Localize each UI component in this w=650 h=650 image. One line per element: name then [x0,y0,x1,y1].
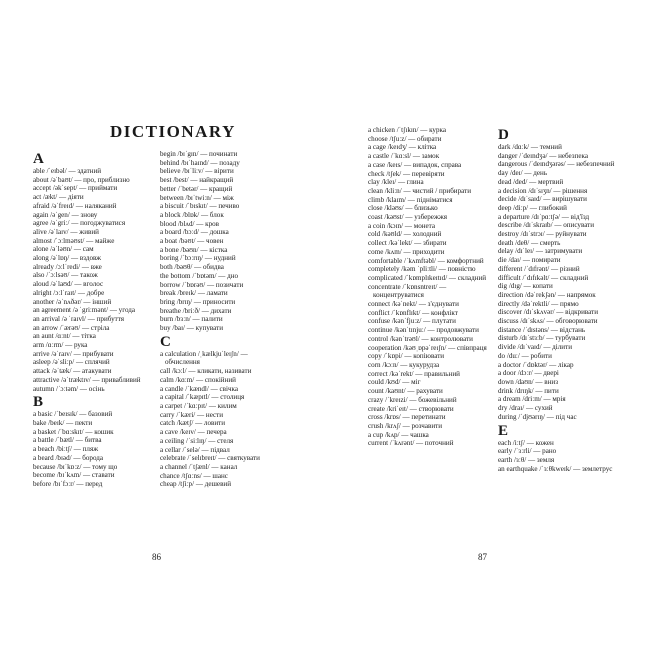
dictionary-entry: about /əˈbaʊt/ — про, приблизно [33,175,130,184]
dictionary-entry: correct /kəˈrekt/ — правильний [368,369,460,378]
dictionary-entry: celebrate /ˈselɪbreɪt/ — святкувати [160,454,260,463]
dictionary-entry: a dream /driːm/ — мрія [498,395,566,404]
dictionary-entry: a candle /ˈkændl/ — свічка [160,384,239,393]
section-letter: E [498,422,509,439]
dictionary-entry: do /duː/ — робити [498,351,552,360]
dictionary-entry: conflict /ˈkɒnflɪkt/ — конфлікт [368,308,458,317]
dictionary-entry: a cage /keɪdʒ/ — клітка [368,143,437,152]
dictionary-entry: decide /dɪˈsaɪd/ — вирішувати [498,195,587,204]
dictionary-entry: a cup /kʌp/ — чашка [368,430,429,439]
dictionary-entry: check /tʃek/ — перевіряти [368,169,445,178]
dictionary-entry: completely /kəm ˈpliːtli/ — повністю [368,265,476,274]
dictionary-entry: cooperation /kəʊˌɒpəˈreɪʃn/ — співпраця [368,343,487,352]
dictionary-entry: a cellar /ˈselə/ — підвал [160,445,230,454]
dictionary-entry: attractive /əˈtræktɪv/ — привабливий [33,375,141,384]
section-letter: B [33,394,44,411]
dictionary-entry: close /kləʊs/ — близько [368,204,438,213]
dictionary-entry: an arrow /ˈærəʊ/ — стріла [33,323,110,332]
dictionary-entry: along /əˈlɒŋ/ — вздовж [33,254,102,263]
dictionary-entry: dead /ded/ — мертвий [498,177,564,186]
dictionary-entry: carry /ˈkæri/ — нести [160,410,224,419]
dictionary-entry: current /ˈkʌrənt/ — поточний [368,439,454,448]
dictionary-title: DICTIONARY [110,122,236,141]
dictionary-entry: dig /dɪg/ — копати [498,282,553,291]
dictionary-entry: become /bɪˈkʌm/ — ставати [33,471,115,480]
dictionary-entry: an arrival /ə ˈraɪvl/ — прибуття [33,314,125,323]
dictionary-entry: describe /dɪˈskraɪb/ — описувати [498,221,595,230]
dictionary-entry: blood /blʌd/ — кров [160,219,220,228]
dictionary-entry: death /deθ/ — смерть [498,238,561,247]
dictionary-entry: distance /ˈdɪstəns/ — відстань [498,325,586,334]
dictionary-entry: afraid /əˈfreɪd/ — наляканий [33,201,117,210]
dictionary-entry: complicated /ˈkɒmplɪkeɪtɪd/ — складний [368,273,487,282]
dictionary-entry: a chicken /ˈtʃɪkɪn/ — курка [368,126,446,134]
dictionary-entry: a beard /bɪəd/ — борода [33,453,104,462]
dictionary-entry: asleep /əˈsliːp/ — сплячий [33,358,110,367]
dictionary-entry: both /bəʊθ/ — обидва [160,263,224,272]
dictionary-entry: a capital /ˈkæpɪtl/ — столиця [160,393,245,402]
dictionary-entry: crush /krʌʃ/ — розчавити [368,421,443,430]
dictionary-entry: an earthquake /ˈɜːθkweɪk/ — землетрус [498,464,613,473]
dictionary-entry: control /kənˈtrəʊl/ — контролювати [368,334,473,343]
dictionary-entry: a door /dɔːr/ — двері [498,369,559,378]
dictionary-entry: clean /kliːn/ — чистий / прибирати [368,186,472,195]
dictionary-entry: boring /ˈbɔːrɪŋ/ — нудний [160,254,236,263]
dictionary-entry: a boat /bəʊt/ — човен [160,237,224,246]
dictionary-entry: count /kaʊnt/ — рахувати [368,387,443,396]
dictionary-entry: believe /bɪˈliːv/ — вірити [160,167,234,176]
dictionary-entry: call /kɔːl/ — кликати, називати [160,367,252,376]
dictionary-entry: arm /ɑːrm/ — рука [33,341,88,350]
dictionary-entry: could /kʊd/ — міг [368,378,421,387]
dictionary-entry: a calculation /ˌkælkjuˈleɪʃn/ — обчислення [160,349,248,367]
dictionary-entry: buy /baɪ/ — купувати [160,324,224,333]
dictionary-entry: catch /kætʃ/ — ловити [160,419,226,428]
dictionary-entry: corn /kɔːn/ — кукурудза [368,360,440,369]
dictionary-entry: continue /kənˈtɪnjuː/ — продовжувати [368,326,479,335]
section-letter: C [160,333,171,350]
dictionary-entry: a coin /kɔɪn/ — монета [368,221,436,230]
dictionary-entry: divide /dɪˈvaɪd/ — ділити [498,343,572,352]
dictionary-entry: bake /beɪk/ — пекти [33,418,93,427]
dictionary-entry: a decision /dɪˈsɪʒn/ — рішення [498,186,588,195]
dictionary-entry: cold /kəʊld/ — холодний [368,230,442,239]
dictionary-entry: act /ækt/ — діяти [33,193,84,202]
dictionary-entry: each /iːtʃ/ — кожен [498,438,554,447]
dictionary-entry: a block /blɒk/ — блок [160,210,224,219]
dictionary-entry: because /bɪˈkɒːz/ — тому що [33,462,118,471]
right-page-column-2 [498,126,618,473]
dictionary-entry: attack /əˈtæk/ — атакувати [33,367,112,376]
dictionary-entry: almost /ˈɔːlməʊst/ — майже [33,236,115,245]
dictionary-entry: choose /tʃuːz/ — обирати [368,134,442,143]
dictionary-entry: deep /diːp/ — глибокий [498,203,567,212]
dictionary-entry: during /ˈdjʊərɪŋ/ — під час [498,412,577,421]
dictionary-entry: a cave /keɪv/ — печера [160,428,227,437]
dictionary-entry: copy /ˈkɒpi/ — копіювати [368,352,445,361]
dictionary-entry: destroy /dɪˈstrɔɪ/ — руйнувати [498,230,587,239]
dictionary-entry: aloud /əˈlaʊd/ — вголос [33,280,104,289]
dictionary-entry: down /daʊn/ — вниз [498,377,558,386]
dictionary-entry: clay /kleɪ/ — глина [368,178,424,187]
dictionary-entry: between /bɪˈtwiːn/ — між [160,193,234,202]
dictionary-entry: begin /bɪˈgɪn/ — починати [160,150,238,158]
dictionary-entry: better /ˈbetər/ — кращий [160,184,233,193]
dictionary-entry: come /kʌm/ — приходити [368,247,445,256]
left-page-column-1 [33,150,151,489]
dictionary-entry: a battle /ˈbætl/ — битва [33,436,102,445]
dictionary-entry: dark /dɑːk/ — темний [498,143,562,151]
dictionary-entry: a carpet /ˈkɑːpɪt/ — килим [160,401,237,410]
dictionary-entry: bring /brɪŋ/ — приносити [160,297,236,306]
dictionary-entry: break /breɪk/ — ламати [160,289,228,298]
dictionary-entry: another /əˈnʌðər/ — інший [33,297,112,306]
dictionary-entry: able /ˈeɪbəl/ — здатний [33,167,102,175]
dictionary-entry: create /kriˈeɪt/ — створювати [368,404,454,413]
dictionary-entry: delay /dɪˈleɪ/ — затримувати [498,247,583,256]
dictionary-entry: collect /kəˈlekt/ — збирати [368,239,447,248]
dictionary-entry: agree /əˈgriː/ — погоджуватися [33,219,126,228]
section-letter: D [498,127,509,143]
dictionary-entry: a castle /ˈkɑːsl/ — замок [368,152,440,161]
dictionary-entry: alright /ɔːlˈraɪt/ — добре [33,288,105,297]
dictionary-entry: an aunt /ɑːnt/ — тітка [33,332,96,341]
dictionary-entry: disturb /dɪˈstɜːb/ — турбувати [498,334,586,343]
dictionary-entry: burn /bɜːn/ — палити [160,315,223,324]
dictionary-entry: the bottom /ˈbɒtəm/ — дно [160,271,239,280]
dictionary-entry: a departure /dɪˈpɑːtʃə/ — від'їзд [498,212,590,221]
dictionary-entry: a biscuit /ˈbɪskɪt/ — печиво [160,202,240,211]
dictionary-entry: climb /klaɪm/ — підніматися [368,195,453,204]
dictionary-entry: arrive /əˈraɪv/ — прибувати [33,349,114,358]
dictionary-entry: early /ˈɜːrli/ — рано [498,447,557,456]
dictionary-entry: breathe /briːð/ — дихати [160,306,232,315]
dictionary-entry: a basket /ˈbɑːskɪt/ — кошик [33,427,114,436]
dictionary-entry: accept /əkˈsept/ — приймати [33,184,118,193]
dictionary-entry: crazy /ˈkreɪzi/ — божевільний [368,395,457,404]
dictionary-entry: a ceiling /ˈsiːlɪŋ/ — стеля [160,436,234,445]
dictionary-entry: comfortable /ˈkʌmftəbl/ — комфортний [368,256,484,265]
dictionary-entry: again /əˈgen/ — знову [33,210,98,219]
dictionary-entry: discuss /dɪˈskʌs/ — обговорювати [498,317,598,326]
section-letter: A [33,151,44,167]
dictionary-entry: die /daɪ/ — помирати [498,256,561,265]
dictionary-entry: discover /dɪˈskʌvər/ — відкривати [498,308,599,317]
dictionary-entry: alone /əˈləʊn/ — сам [33,245,94,254]
left-page-column-2 [160,150,280,489]
dictionary-entry: a beach /biːtʃ/ — пляж [33,445,99,454]
right-page-column-1 [368,126,490,448]
dictionary-entry: different /ˈdɪfrənt/ — різний [498,264,580,273]
dictionary-entry: coast /kəʊst/ — узбережжя [368,213,448,222]
dictionary-entry: directly /dəˈrektli/ — прямо [498,299,579,308]
dictionary-entry: direction /dəˈrekʃən/ — напрямок [498,290,596,299]
dictionary-entry: also /ˈɔːlsəʊ/ — також [33,271,98,280]
dictionary-entry: calm /kɑːm/ — спокійний [160,375,236,384]
dictionary-entry: already /ɔːlˈredi/ — вже [33,262,102,271]
dictionary-entry: day /deɪ/ — день [498,169,548,178]
dictionary-entry: an agreement /ə ˈgriːmənt/ — угода [33,306,136,315]
dictionary-entry: behind /bɪˈhaɪnd/ — позаду [160,158,240,167]
page-number: 86 [152,552,161,562]
dictionary-entry: a bone /bəʊn/ — кістка [160,245,228,254]
dictionary-entry: borrow /ˈbɒrəʊ/ — позичати [160,280,244,289]
right-page [325,0,650,650]
dictionary-entry: dry /draɪ/ — сухий [498,404,553,413]
dictionary-entry: before /bɪˈfɔːr/ — перед [33,479,103,488]
dictionary-entry: a channel /ˈtʃænl/ — канал [160,462,238,471]
dictionary-entry: best /best/ — найкращий [160,176,234,185]
dictionary-entry: cross /krɒs/ — перетинати [368,413,446,422]
dictionary-entry: connect /kəˈnekt/ — з'єднувати [368,300,459,309]
dictionary-entry: a case /keɪs/ — випадок, справа [368,160,462,169]
dictionary-entry: a basic /ˈbeɪsɪk/ — базовий [33,410,113,419]
dictionary-entry: dangerous /ˈdeɪndʒərəs/ — небезпечний [498,160,615,169]
dictionary-entry: drink /drɪŋk/ — пити [498,386,559,395]
dictionary-entry: alive /əˈlaɪv/ — живий [33,227,99,236]
dictionary-entry: confuse /kənˈfjuːz/ — плутати [368,317,456,326]
dictionary-entry: a doctor /ˈdɒktər/ — лікар [498,360,574,369]
dictionary-entry: a board /bɔːd/ — дошка [160,228,229,237]
dictionary-entry: earth /ɜːθ/ — земля [498,455,555,464]
dictionary-entry: chance /tʃɑːns/ — шанс [160,471,228,480]
dictionary-entry: autumn /ˈɔːtəm/ — осінь [33,384,105,393]
dictionary-entry: difficult /ˈdɪfɪkəlt/ — складний [498,273,589,282]
dictionary-entry: cheap /tʃiːp/ — дешевий [160,480,232,489]
dictionary-entry: concentrate /ˈkɒnsntreɪt/ — концентруватися [368,282,447,300]
page-number: 87 [478,552,487,562]
dictionary-entry: danger /ˈdeɪndʒə/ — небезпека [498,151,589,160]
